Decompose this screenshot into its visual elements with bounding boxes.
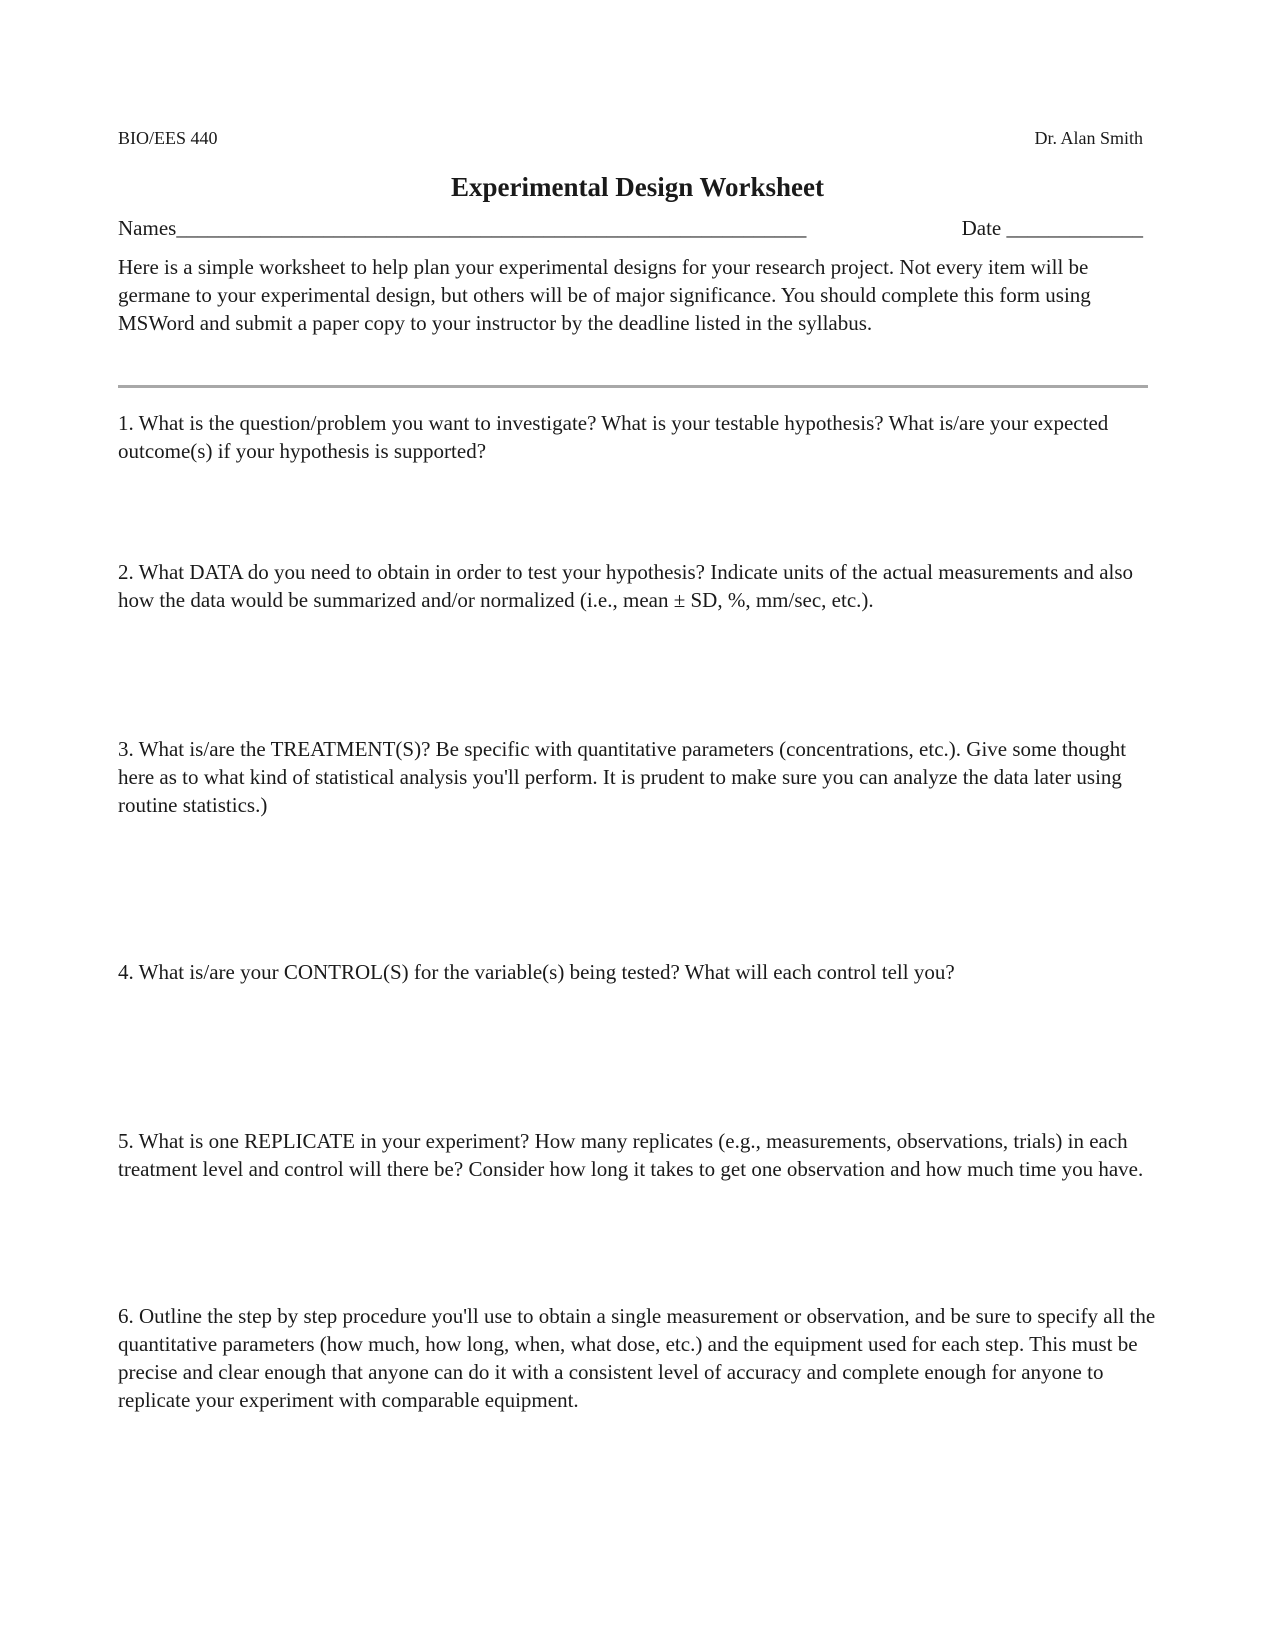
names-field: Names____________________________________________________________ — [118, 216, 807, 240]
section-divider — [118, 385, 1148, 388]
question-1: 1. What is the question/problem you want to investigate? What is your testable hypothesis? What is/are your expected outcome(s) if your hypothesis is supported? — [118, 411, 1109, 463]
page-title: Experimental Design Worksheet — [451, 172, 824, 202]
course-code: BIO/EES 440 — [118, 128, 218, 148]
question-6: 6. Outline the step by step procedure you'll use to obtain a single measurement or observation, and be sure to specify all the quantitative parameters (how much, how long, when, what dose, etc.) and the equipment used for each step. This must be precise and clear enough that anyone can do it with a consistent level of accuracy and complete enough for anyone to replicate your experiment with comparable equipment. — [118, 1304, 1156, 1412]
date-field: Date _____________ — [961, 216, 1143, 240]
question-3: 3. What is/are the TREATMENT(S)? Be specific with quantitative parameters (concentrations, etc.). Give some thought here as to what kind of statistical analysis you'll perform. It is prudent to make sure you can analyze the data later using routine statistics.) — [118, 737, 1127, 817]
instructor-name: Dr. Alan Smith — [1034, 128, 1143, 148]
intro-paragraph: Here is a simple worksheet to help plan your experimental designs for your research project. Not every item will be germane to your experimental design, but others will be of major significance. You should complete this form using MSWord and submit a paper copy to your instructor by the deadline listed in the syllabus. — [118, 255, 1091, 335]
question-2: 2. What DATA do you need to obtain in order to test your hypothesis? Indicate units of the actual measurements and also how the data would be summarized and/or normalized (i.e., mean ± SD, %, mm/sec, etc.). — [118, 560, 1134, 612]
question-4: 4. What is/are your CONTROL(S) for the variable(s) being tested? What will each control tell you? — [118, 960, 955, 984]
question-5: 5. What is one REPLICATE in your experiment? How many replicates (e.g., measurements, observations, trials) in each treatment level and control will there be? Consider how long it takes to get one observation and how much time you have. — [118, 1129, 1144, 1181]
